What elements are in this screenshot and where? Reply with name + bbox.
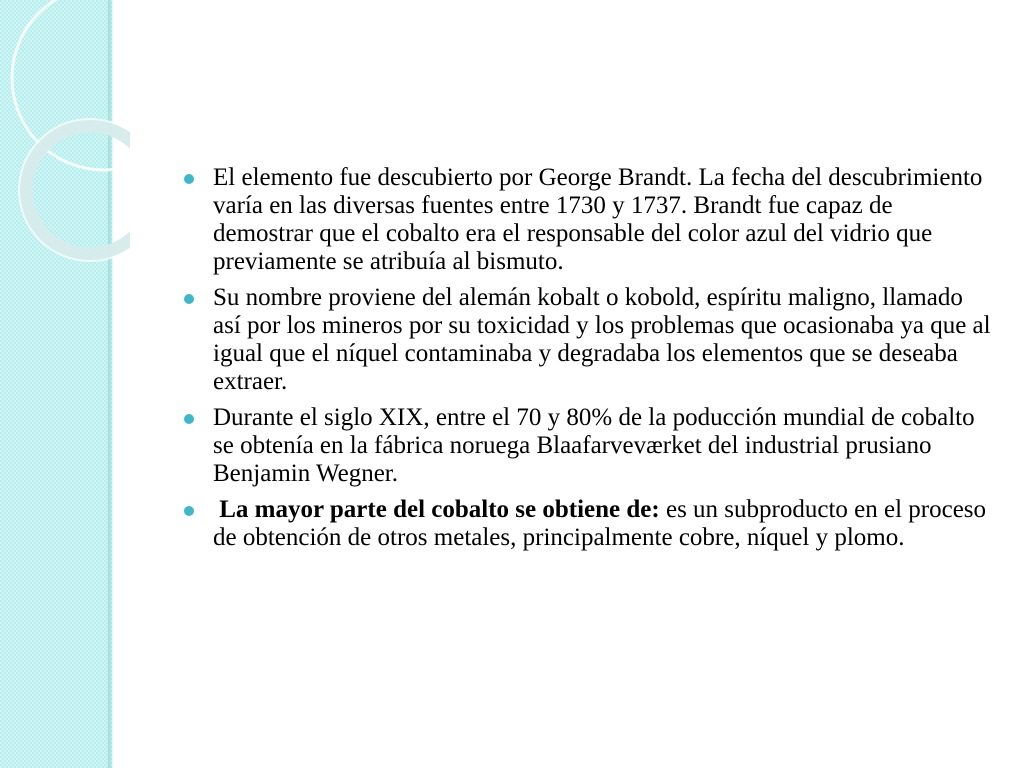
bullet-dot-icon [184,506,194,516]
bullet-item [182,284,992,396]
bullet-item [182,164,992,276]
bullet-item [182,404,992,488]
bullet-dot-icon [184,294,194,304]
bullet-bold-lead: La mayor parte del cobalto se obtiene de: [219,496,660,523]
bullet-text: es un subproducto en el proceso de obtención de otros metales, principalmente cobre, níquel y plomo. [213,496,987,551]
bullet-dot-icon [184,414,194,424]
bullet-list [182,164,992,560]
ring-middle [26,126,130,254]
ring-top [12,0,130,170]
bullet-dot-icon [184,174,194,184]
bullet-text: El elemento fue descubierto por George Brandt. La fecha del descubrimiento varía en las diversas fuentes entre 1730 y 1737. Brandt fue capaz de demostrar que el cobalto era el responsable del color azul del vidrio que previamente se atribuía al bismuto. [213,164,983,275]
bullet-item [182,496,992,552]
decorative-rings-icon [0,0,130,300]
bullet-text: Durante el siglo XIX, entre el 70 y 80% de la poducción mundial de cobalto se obtenía en la fábrica noruega Blaafarveværket del industrial prusiano Benjamin Wegner. [213,404,975,487]
bullet-text: Su nombre proviene del alemán kobalt o kobold, espíritu maligno, llamado así por los mineros por su toxicidad y los problemas que ocasionaba ya que al igual que el níquel contaminaba y degradaba los elementos que se deseaba extraer. [213,284,991,395]
